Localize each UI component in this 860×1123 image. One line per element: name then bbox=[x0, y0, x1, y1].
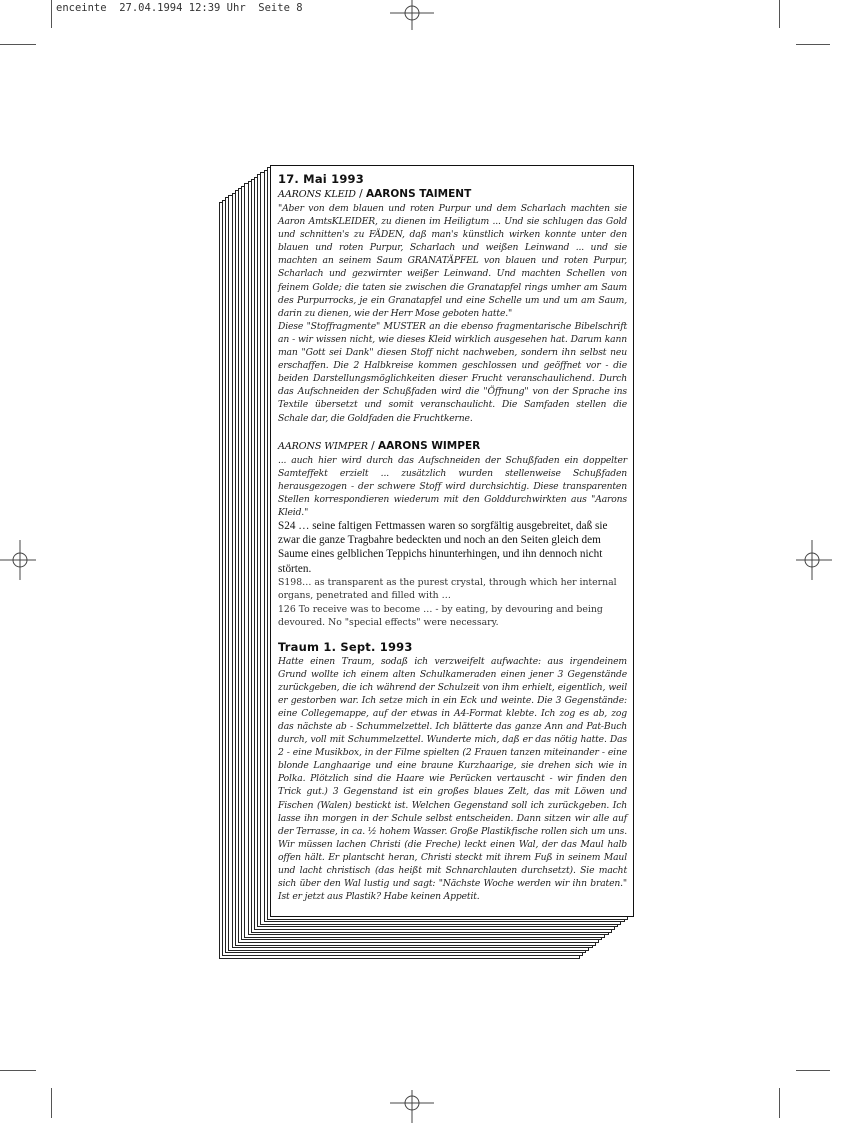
registration-mark-icon bbox=[796, 540, 832, 580]
crop-mark bbox=[796, 44, 830, 45]
quote-126: 126 To receive was to become … - by eating, by devouring and being devoured. No "special effects" were necessary. bbox=[278, 603, 603, 629]
handwritten-paragraph: Hatte einen Traum, sodaß ich verzweifelt aufwachte: aus irgendeinem Grund wollte ich einem alten Schulkameraden einen jener 3 Gegenstände zurückgeben, die ich während der Schulzeit von ihm erhielt, eigentlich, weil er gestorben war. Ich setze mich in ein Eck und weinte. Die 3 Gegenstände: eine Collegemappe, auf der etwas in A4-Format klebte. Ich zog es ab, zog das nächste ab - Schummelzettel. Ich blätterte das ganze Ann and Pat-Buch durch, voll mit Schummelzettel. Wunderte mich, daß er das nötig hatte. Das 2 - eine Musikbox, in der Filme spielten (2 Frauen tanzen miteinander - eine blonde Langhaarige und eine braune Kurzhaarige, sie drehen sich wie in Polka. Plötzlich sind die Haare wie Perücken vertauscht - wir finden den Trick gut.) 3 Gegenstand ist ein großes blaues Zelt, das mit Löwen und Fischen (Walen) bestickt ist. Welchen Gegenstand soll ich zurückgeben. Ich lasse ihn morgen in der Schule selbst entscheiden. Dann sitzen wir alle auf der Terrasse, in ca. ½ hohem Wasser. Große Plastikfische rollen sich um uns. Wir müssen lachen Christi (die Freche) leckt einen Wal, der das Maul halb offen hält. Er plantscht heran, Christi steckt mit ihrem Fuß in seinem Maul und lacht christisch (das heißt mit Schnarchlauten durchsetzt). Sie macht sich über den Wal lustig und sagt: "Nächste Woche werden wir ihn braten." Ist er jetzt aus Plastik? Habe keinen Appetit. bbox=[278, 655, 627, 903]
crop-mark bbox=[51, 1088, 52, 1118]
registration-mark-icon bbox=[0, 540, 36, 580]
crop-mark bbox=[0, 44, 36, 45]
print-slug: enceinte 27.04.1994 12:39 Uhr Seite 8 bbox=[56, 2, 303, 14]
diary-page bbox=[270, 165, 634, 917]
quote-s198: S198… as transparent as the purest crystal, through which her internal organs, penetrated and filled with … bbox=[278, 576, 617, 602]
handwritten-paragraph: ... auch hier wird durch das Aufschneiden der Schußfaden ein doppelter Samteffekt erzielt ... zusätzlich wurden stellenweise Schußfaden herausgezogen - der schwere Stoff wird durchsichtig. Diese transparenten Stellen korrespondieren wiederum mit den Golddurchwirkten aus "Aarons Kleid." bbox=[278, 454, 627, 518]
subtitle-handwritten: AARONS KLEID bbox=[278, 189, 356, 200]
section-subtitle bbox=[278, 187, 627, 202]
handwritten-paragraph: "Aber von dem blauen und roten Purpur und dem Scharlach machten sie Aaron AmtsKLEIDER, zu dienen im Heiligtum ... Und sie schlugen das Gold und schnitten's zu FÄDEN, daß man's künstlich wirken konnte unter den blauen und roten Purpur, Scharlach und weißen Leinwand ... und sie machten an seinem Saum GRANATÄPFEL von blauen und roten Purpur, Scharlach und gezwirnter weißer Leinwand. Und machten Schellen von feinem Golde; die taten sie zwischen die Granatapfel rings umher am Saum des Purpurrocks, je ein Granatapfel und eine Schelle um und um am Saum, darin zu dienen, wie der Herr Mose geboten hatte." bbox=[278, 203, 627, 319]
subtitle-handwritten: AARONS WIMPER bbox=[278, 440, 368, 452]
registration-mark-icon bbox=[390, 0, 434, 30]
quote-s24: S24 … seine faltigen Fettmassen waren so sorgfältig ausgebreitet, daß sie zwar die ganze Tragbahre bedeckten und noch an den Seiten gleich dem Saume eines gelblichen Teppichs hinunterhingen, und ihn dennoch nicht störten. bbox=[278, 520, 608, 575]
subtitle-bold: AARONS WIMPER bbox=[378, 439, 481, 452]
crop-mark bbox=[51, 0, 52, 28]
subtitle-separator: / bbox=[355, 188, 367, 200]
handwritten-paragraph: Diese "Stoffragmente" MUSTER an die ebenso fragmentarische Bibelschrift an - wir wissen nicht, wie dieses Kleid wirklich ausgesehen hat. Darum kann man "Gott sei Dank" diesen Stoff nicht nachweben, sondern ihn selbst neu erschaffen. Die 2 Halbkreise kommen geschlossen und geöffnet vor - die beiden Darstellungsmöglichkeiten dieser Frucht veranschaulichend. Durch das Aufschneiden der Schußfaden wird die "Öffnung" von der Sprache ins Textile übersetzt und somit veranschaulicht. Die Samfaden stellen die Schale dar, die Goldfaden die Fruchtkerne. bbox=[278, 320, 627, 424]
subtitle-separator: / bbox=[367, 439, 379, 452]
crop-mark bbox=[0, 1070, 36, 1071]
registration-mark-icon bbox=[390, 1090, 434, 1123]
section-title: Traum 1. Sept. 1993 bbox=[278, 639, 413, 654]
crop-mark bbox=[779, 0, 780, 28]
crop-mark bbox=[779, 1088, 780, 1118]
crop-mark bbox=[796, 1070, 830, 1071]
section-subtitle bbox=[278, 439, 627, 454]
section-title: 17. Mai 1993 bbox=[278, 172, 364, 186]
subtitle-bold: AARONS TAIMENT bbox=[366, 188, 472, 200]
